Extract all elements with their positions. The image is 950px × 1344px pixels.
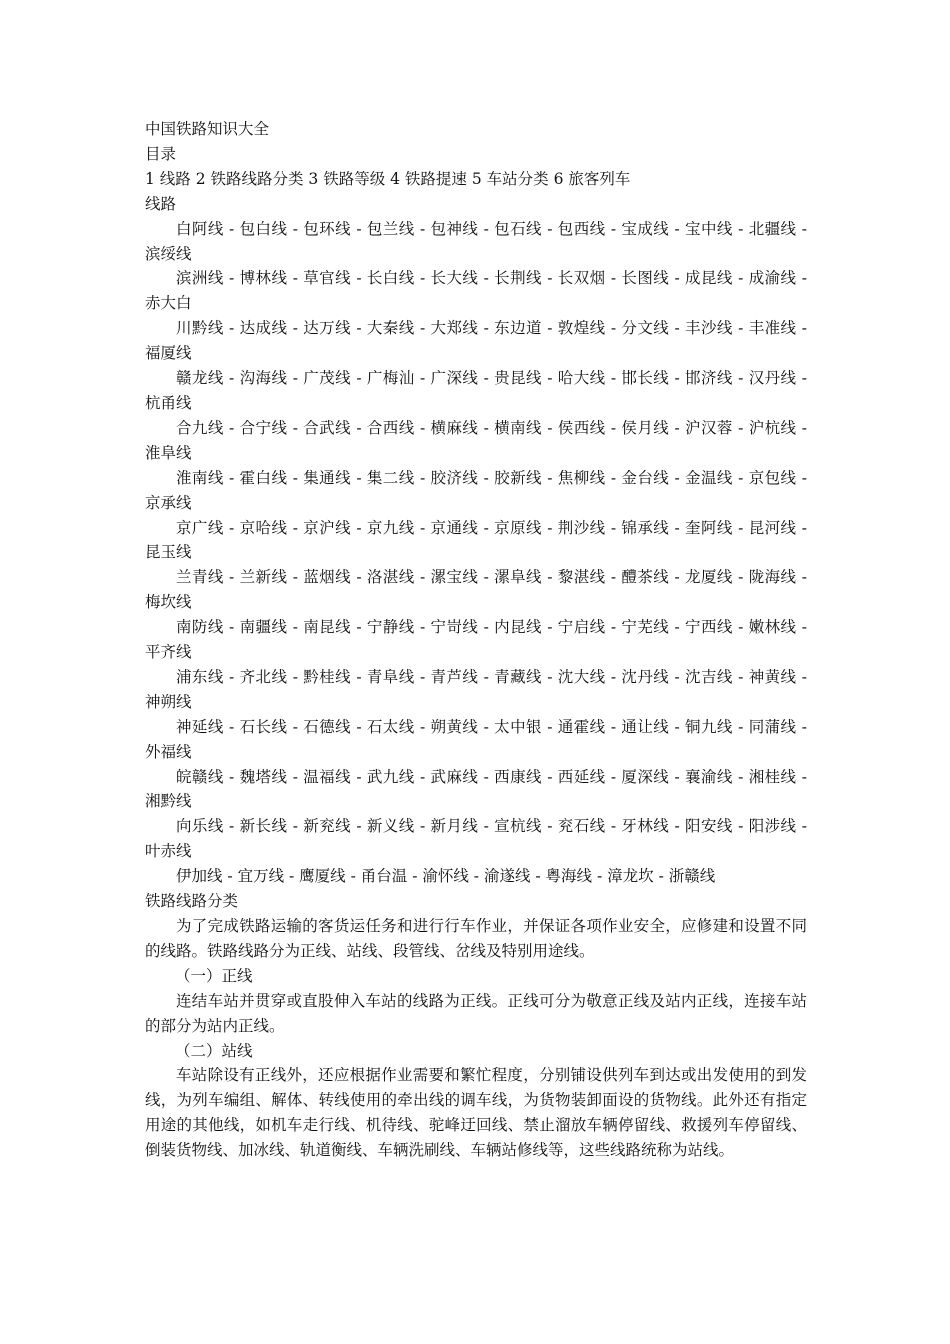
section-heading-lines: 线路 [145, 194, 177, 213]
line-group: 伊加线 - 宜万线 - 鹰厦线 - 甬台温 - 渝怀线 - 渝遂线 - 粤海线 - 漳龙坎 - 浙赣线 [176, 867, 716, 886]
toc-line: 1 线路 2 铁路线路分类 3 铁路等级 4 铁路提速 5 车站分类 6 旅客列车 [145, 169, 631, 188]
line-group: 皖赣线 - 魏塔线 - 温福线 - 武九线 - 武麻线 - 西康线 - 西延线 - 厦深线 - 襄渝线 - 湘桂线 - 湘黔线 [145, 767, 807, 811]
station-line-paragraph: 车站除设有正线外，还应根据作业需要和繁忙程度，分别铺设供列车到达或出发使用的到发线，为列车编组、解体、转线使用的牵出线的调车线，为货物装卸面设的货物线。此外还有指定用途的其他线，如机车走行线、机待线、驼峰迂回线、禁止溜放车辆停留线、救援列车停留线、倒装货物线、加冰线、轨道衡线、车辆洗刷线、车辆站修线等，这些线路统称为站线。 [145, 1066, 807, 1160]
railway-line-list [145, 217, 807, 889]
line-group: 向乐线 - 新长线 - 新兖线 - 新义线 - 新月线 - 宣杭线 - 兖石线 - 牙林线 - 阳安线 - 阳涉线 - 叶赤线 [145, 817, 807, 861]
line-group: 合九线 - 合宁线 - 合武线 - 合西线 - 横麻线 - 横南线 - 侯西线 - 侯月线 - 沪汉蓉 - 沪杭线 - 淮阜线 [145, 418, 807, 462]
line-group: 白阿线 - 包白线 - 包环线 - 包兰线 - 包神线 - 包石线 - 包西线 - 宝成线 - 宝中线 - 北疆线 - 滨绥线 [145, 219, 807, 263]
line-group: 淮南线 - 霍白线 - 集通线 - 集二线 - 胶济线 - 胶新线 - 焦柳线 - 金台线 - 金温线 - 京包线 - 京承线 [145, 468, 807, 512]
main-line-paragraph: 连结车站并贯穿或直股伸入车站的线路为正线。正线可分为敬意正线及站内正线，连接车站的部分为站内正线。 [145, 991, 807, 1035]
line-group: 南防线 - 南疆线 - 南昆线 - 宁静线 - 宁岢线 - 内昆线 - 宁启线 - 宁芜线 - 宁西线 - 嫩林线 - 平齐线 [145, 618, 807, 662]
line-group: 神延线 - 石长线 - 石德线 - 石太线 - 朔黄线 - 太中银 - 通霍线 - 通让线 - 铜九线 - 同蒲线 - 外福线 [145, 717, 807, 761]
document-page [145, 117, 807, 1163]
section-heading-classification: 铁路线路分类 [145, 892, 239, 911]
line-group: 滨洲线 - 博林线 - 草官线 - 长白线 - 长大线 - 长荆线 - 长双烟 - 长图线 - 成昆线 - 成渝线 - 赤大白 [145, 269, 807, 313]
document-title: 中国铁路知识大全 [145, 120, 270, 138]
line-group: 兰青线 - 兰新线 - 蓝烟线 - 洛湛线 - 漯宝线 - 漯阜线 - 黎湛线 - 醴茶线 - 龙厦线 - 陇海线 - 梅坎线 [145, 568, 807, 612]
toc-heading: 目录 [145, 144, 177, 163]
subsection-heading-main-line: （一）正线 [175, 966, 253, 985]
subsection-heading-station-line: （二）站线 [175, 1041, 253, 1060]
line-group: 赣龙线 - 沟海线 - 广茂线 - 广梅汕 - 广深线 - 贵昆线 - 哈大线 - 邯长线 - 邯济线 - 汉丹线 - 杭甬线 [145, 369, 807, 412]
intro-paragraph: 为了完成铁路运输的客货运任务和进行行车作业，并保证各项作业安全，应修建和设置不同的线路。铁路线路分为正线、站线、段管线、岔线及特别用途线。 [145, 917, 807, 960]
line-group: 川黔线 - 达成线 - 达万线 - 大秦线 - 大郑线 - 东边道 - 敦煌线 - 分文线 - 丰沙线 - 丰准线 - 福厦线 [145, 319, 807, 363]
line-group: 京广线 - 京哈线 - 京沪线 - 京九线 - 京通线 - 京原线 - 荆沙线 - 锦承线 - 奎阿线 - 昆河线 - 昆玉线 [145, 518, 807, 562]
line-group: 浦东线 - 齐北线 - 黔桂线 - 青阜线 - 青芦线 - 青藏线 - 沈大线 - 沈丹线 - 沈吉线 - 神黄线 - 神朔线 [145, 667, 807, 711]
